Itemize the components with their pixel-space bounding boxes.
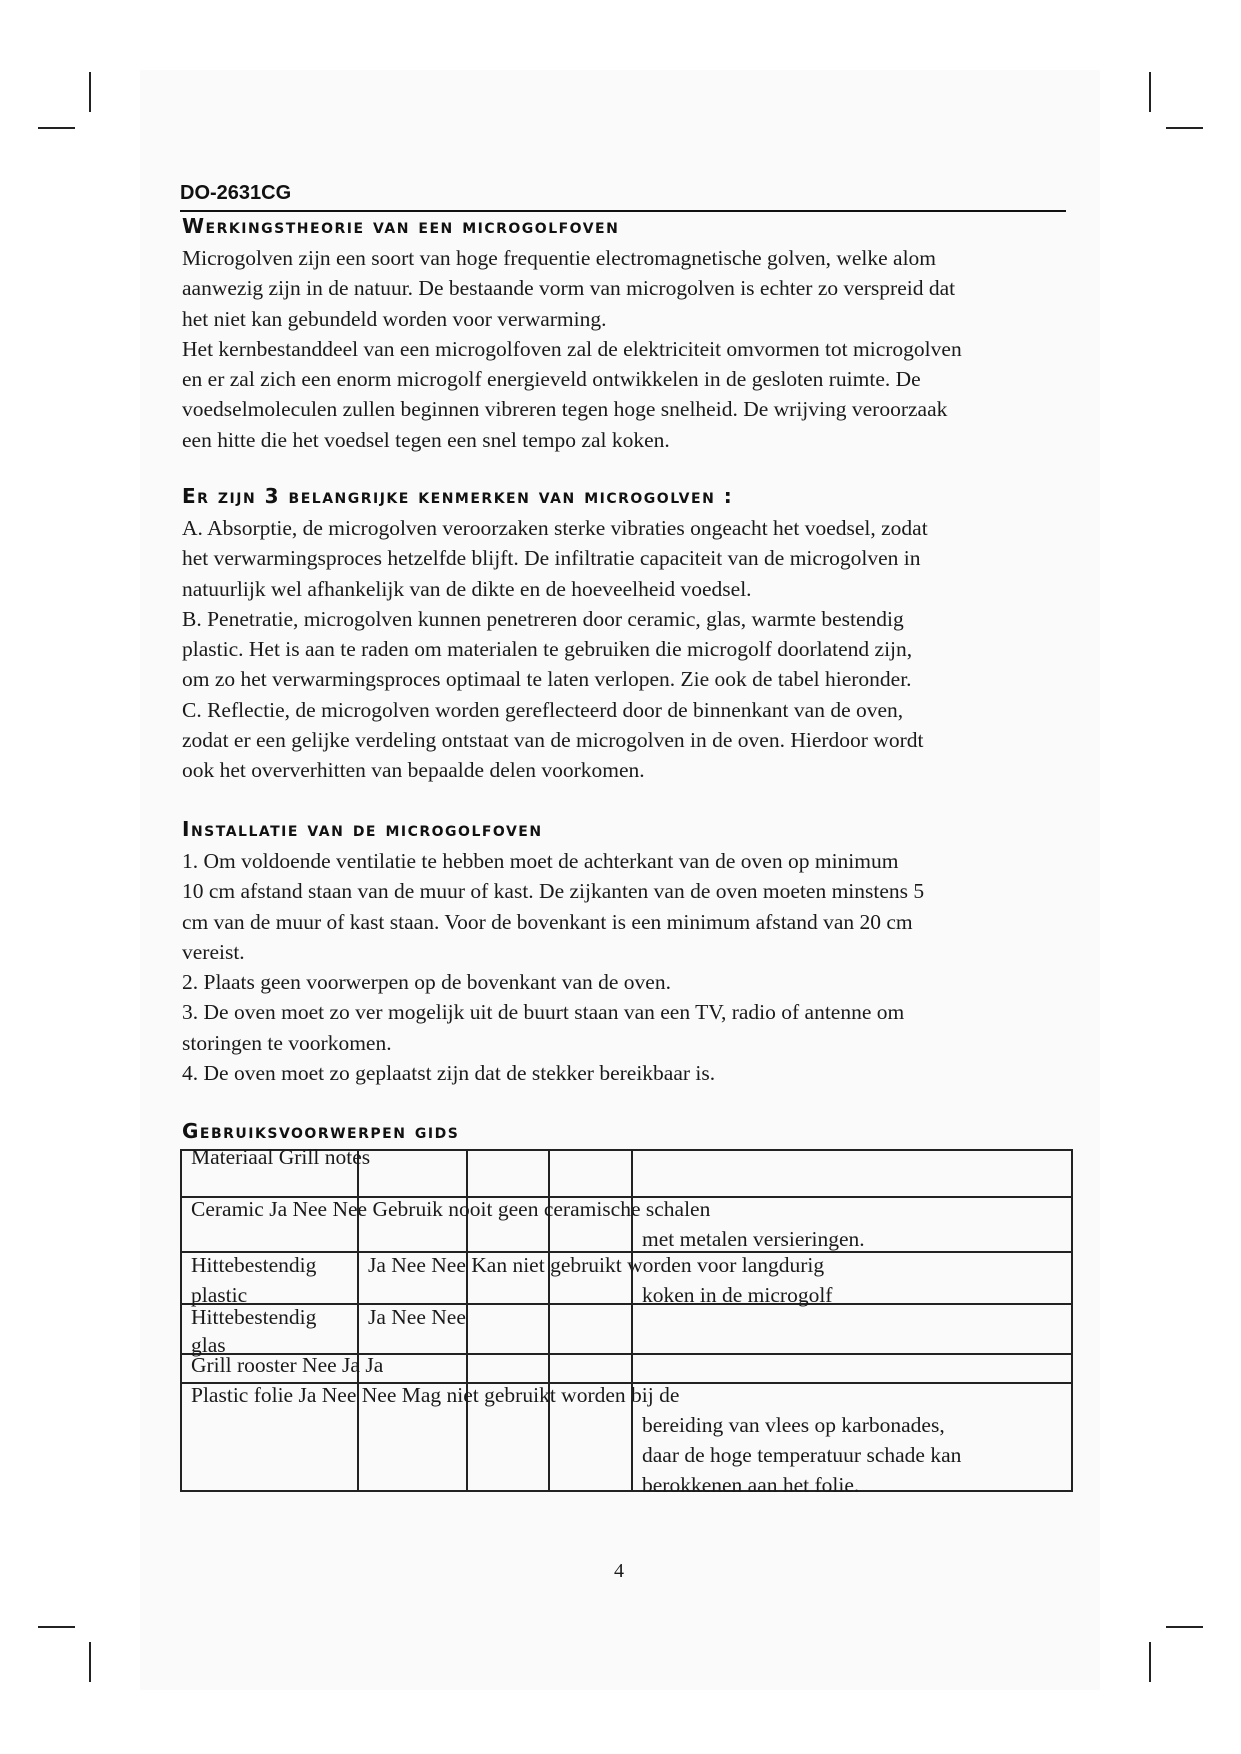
text-line: zodat er een gelijke verdeling ontstaat van de microgolven in de oven. Hierdoor wordt — [182, 728, 924, 753]
crop-mark-bl-h — [38, 1626, 75, 1628]
text-line: A. Absorptie, de microgolven veroorzaken sterke vibraties ongeacht het voedsel, zodat — [182, 516, 928, 540]
text-line: Het kernbestanddeel van een microgolfoven zal de elektriciteit omvormen tot microgolven — [182, 336, 962, 361]
table-text-hitte-plastic: Hittebestendig — [191, 1253, 317, 1277]
table-text-grill-rooster: Grill rooster Nee Ja Ja — [191, 1353, 384, 1377]
text-line: C. Reflectie, de microgolven worden gereflecteerd door de binnenkant van de oven, — [182, 697, 904, 722]
text-line: het verwarmingsproces hetzelfde blijft. De infiltratie capaciteit van de microgolven in — [182, 546, 921, 571]
crop-mark-br-h — [1166, 1626, 1203, 1628]
text-line: 2. Plaats geen voorwerpen op de bovenkant van de oven. — [182, 970, 671, 995]
table-text-ceramic-cont: met metalen versieringen. — [642, 1227, 865, 1251]
table-text-ceramic: Ceramic Ja Nee Nee Gebruik nooit geen ceramische schalen — [191, 1197, 711, 1221]
text-line: B. Penetratie, microgolven kunnen penetreren door ceramic, glas, warmte bestendig — [182, 606, 904, 631]
text-line: vereist. — [182, 939, 245, 964]
text-line: natuurlijk wel afhankelijk van de dikte en de hoeveelheid voedsel. — [182, 576, 752, 601]
text-line: om zo het verwarmingsproces optimaal te laten verlopen. Zie ook de tabel hieronder. — [182, 667, 912, 692]
crop-mark-tl-h — [38, 127, 75, 129]
text-line: 1. Om voldoende ventilatie te hebben moet de achterkant van de oven op minimum — [182, 849, 899, 873]
section-title-werkingstheorie: Werkingstheorie van een microgolfoven — [182, 214, 620, 238]
text-line: plastic. Het is aan te raden om materialen te gebruiken die microgolf doorlatend zijn, — [182, 637, 913, 662]
table-text-hitte-plastic-note: koken in de microgolf — [642, 1283, 833, 1307]
crop-mark-tl-v — [89, 72, 91, 112]
model-number: DO-2631CG — [180, 182, 292, 204]
text-line: aanwezig zijn in de natuur. De bestaande vorm van microgolven is echter zo verspreid dat — [182, 276, 956, 301]
table-border-left — [180, 1149, 182, 1492]
section-body-kenmerken — [182, 513, 1072, 786]
section-title-kenmerken: Er zijn 3 belangrijke kenmerken van microgolven : — [182, 484, 734, 508]
crop-mark-bl-v — [89, 1642, 91, 1682]
section-body-werkingstheorie — [182, 243, 1072, 455]
text-line: voedselmoleculen zullen beginnen vibreren tegen hoge snelheid. De wrijving veroorzaak — [182, 397, 948, 422]
table-text-plastic-folie-cont: bereiding van vlees op karbonades, — [642, 1413, 945, 1437]
text-line: storingen te voorkomen. — [182, 1030, 392, 1055]
table-text-plastic-folie-cont: berokkenen aan het folie. — [642, 1473, 860, 1497]
section-title-gebruiksvoorwerpen: Gebruiksvoorwerpen gids — [182, 1119, 460, 1143]
crop-mark-br-v — [1149, 1642, 1151, 1682]
table-text-plastic-folie-cont: daar de hoge temperatuur schade kan — [642, 1443, 962, 1467]
table-text-hitte-glas: Hittebestendig — [191, 1305, 317, 1329]
table-text-hitte-plastic-cont: plastic — [191, 1283, 248, 1307]
table-text-hitte-glas-cont: glas — [191, 1333, 226, 1357]
text-line: ook het oververhitten van bepaalde delen voorkomen. — [182, 758, 645, 783]
table-text-hitte-glas-values: Ja Nee Nee — [368, 1305, 466, 1329]
table-text-plastic-folie: Plastic folie Ja Nee Nee Mag niet gebruikt worden bij de — [191, 1383, 680, 1407]
table-border-bottom — [180, 1490, 1073, 1492]
table-text-header: Materiaal Grill notes — [191, 1145, 371, 1169]
text-line: Microgolven zijn een soort van hoge frequentie electromagnetische golven, welke alom — [182, 246, 937, 270]
text-line: 10 cm afstand staan van de muur of kast. De zijkanten van de oven moeten minstens 5 — [182, 879, 925, 904]
crop-mark-tr-h — [1166, 127, 1203, 129]
text-line: 3. De oven moet zo ver mogelijk uit de buurt staan van een TV, radio of antenne om — [182, 1000, 905, 1025]
text-line: 4. De oven moet zo geplaatst zijn dat de stekker bereikbaar is. — [182, 1061, 716, 1086]
header-rule — [180, 210, 1066, 212]
table-text-hitte-plastic-values: Ja Nee Nee Kan niet gebruikt worden voor langdurig — [368, 1253, 825, 1277]
text-line: cm van de muur of kast staan. Voor de bovenkant is een minimum afstand van 20 cm — [182, 909, 913, 934]
text-line: een hitte die het voedsel tegen een snel tempo zal koken. — [182, 427, 670, 452]
text-line: het niet kan gebundeld worden voor verwarming. — [182, 306, 607, 331]
page-number: 4 — [614, 1560, 624, 1582]
section-body-installatie — [182, 846, 1072, 1088]
section-title-installatie: Installatie van de microgolfoven — [182, 817, 543, 841]
crop-mark-tr-v — [1149, 72, 1151, 112]
table-border-right — [1071, 1149, 1073, 1492]
text-line: en er zal zich een enorm microgolf energieveld ontwikkelen in de gesloten ruimte. De — [182, 367, 921, 392]
